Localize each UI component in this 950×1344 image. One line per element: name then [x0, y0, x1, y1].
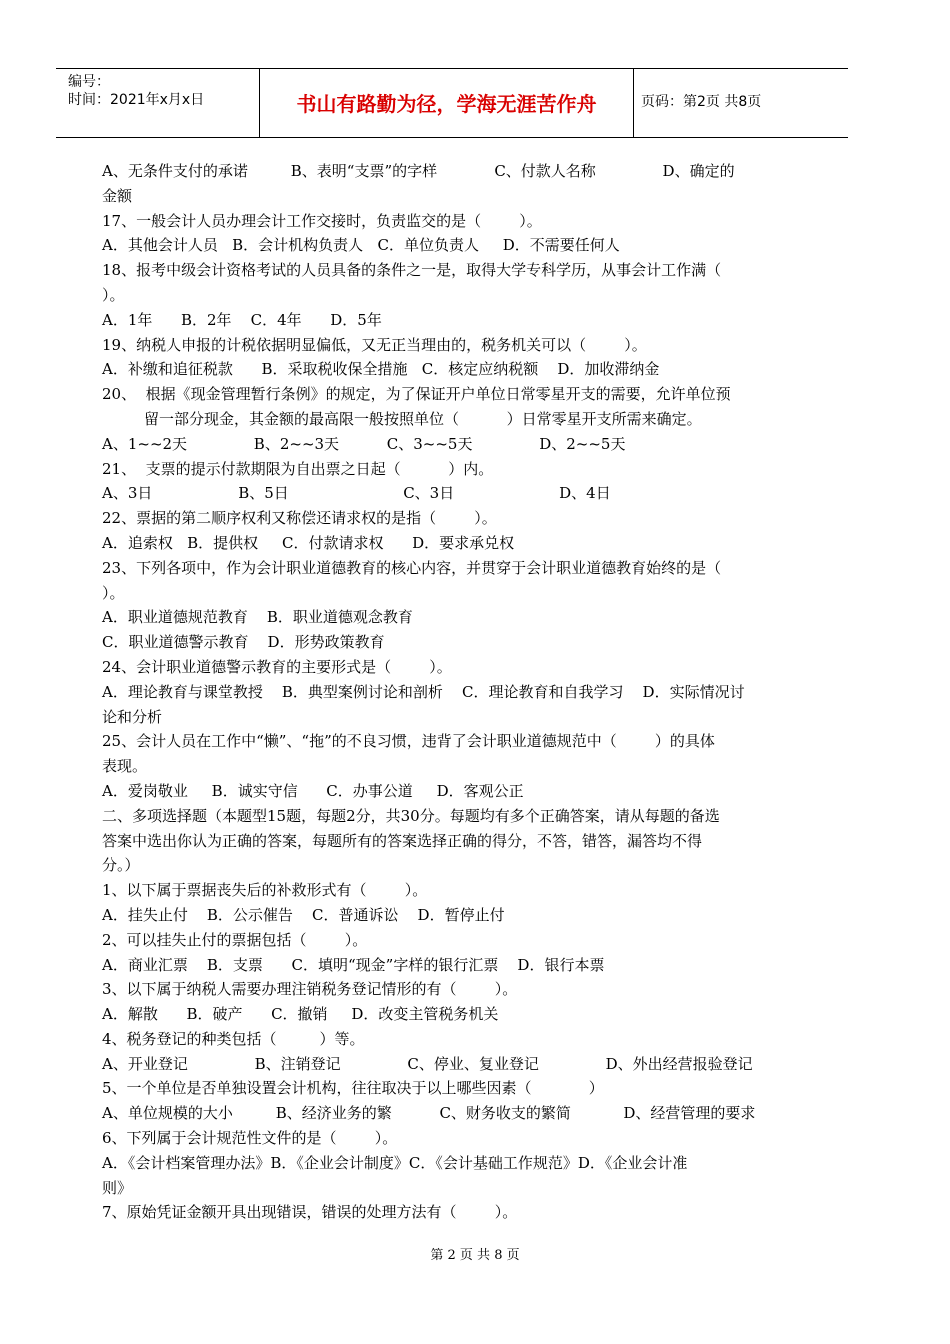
text-line: 论和分析: [102, 707, 163, 726]
header-meta-cell: [56, 69, 259, 137]
options-mq-1: A．挂失止付 B．公示催告 C．普通诉讼 D．暂停止付: [102, 905, 505, 924]
question-22: 22、票据的第二顺序权利又称偿还请求权的是指（ ）。: [102, 509, 497, 528]
question-20: 20、 根据《现金管理暂行条例》的规定，为了保证开户单位日常零星开支的需要，允许单位预: [102, 385, 731, 404]
options-20: A、1~~2天 B、2~~3天 C、3~~5天 D、2~~5天: [102, 434, 626, 453]
options-21: A、3日 B、5日 C、3日 D、4日: [102, 484, 611, 503]
options-17: A．其他会计人员 B．会计机构负责人 C．单位负责人 D．不需要任何人: [102, 236, 620, 255]
question-23: 23、下列各项中，作为会计职业道德教育的核心内容，并贯穿于会计职业道德教育始终的是（: [102, 558, 722, 577]
options-18: A．1年 B．2年 C．4年 D．5年: [102, 310, 382, 329]
text-line: 留一部分现金，其金额的最高限一般按照单位（ ）日常零星开支所需来确定。: [144, 409, 702, 428]
question-21: 21、 支票的提示付款期限为自出票之日起（ ）内。: [102, 459, 494, 478]
header-motto: 书山有路勤为径，学海无涯苦作舟: [296, 92, 597, 116]
document-time-label: 时间：2021年x月x日: [68, 92, 205, 108]
mq-1: 1、以下属于票据丧失后的补救形式有（ ）。: [102, 881, 428, 900]
page-header: [56, 68, 848, 138]
question-24: 24、会计职业道德警示教育的主要形式是（ ）。: [102, 657, 452, 676]
text-line: ）。: [102, 583, 125, 602]
document-body: [102, 159, 807, 1225]
document-number-label: 编号：: [68, 74, 110, 90]
text-line: 表现。: [102, 757, 148, 776]
question-18: 18、报考中级会计资格考试的人员具备的条件之一是，取得大学专科学历，从事会计工作满（: [102, 261, 722, 280]
mq-5: 5、一个单位是否单独设置会计机构，往往取决于以上哪些因素（ ）: [102, 1079, 604, 1098]
options-mq-3: A．解散 B．破产 C．撤销 D．改变主管税务机关: [102, 1005, 499, 1024]
mq-4: 4、税务登记的种类包括（ ）等。: [102, 1029, 365, 1048]
mq-6: 6、下列属于会计规范性文件的是（ ）。: [102, 1129, 398, 1148]
options-24: A．理论教育与课堂教授 B．典型案例讨论和剖析 C．理论教育和自我学习 D．实际情况讨: [102, 682, 745, 701]
text-line: 分。）: [102, 856, 140, 875]
options-23: A．职业道德规范教育 B．职业道德观念教育: [102, 608, 413, 627]
options-23: C．职业道德警示教育 D．形势政策教育: [102, 633, 385, 652]
mq-7: 7、原始凭证金额开具出现错误，错误的处理方法有（ ）。: [102, 1203, 518, 1222]
question-17: 17、一般会计人员办理会计工作交接时，负责监交的是（ ）。: [102, 211, 542, 230]
text-line: 金额: [102, 186, 133, 205]
options-22: A．追索权 B．提供权 C．付款请求权 D．要求承兑权: [102, 533, 515, 552]
text-line: ）。: [102, 285, 125, 304]
mq-3: 3、以下属于纳税人需要办理注销税务登记情形的有（ ）。: [102, 980, 518, 999]
options-25: A．爱岗敬业 B．诚实守信 C．办事公道 D．客观公正: [102, 781, 524, 800]
question-19: 19、纳税人申报的计税依据明显偏低，又无正当理由的，税务机关可以（ ）。: [102, 335, 647, 354]
text-line: 答案中选出你认为正确的答案，每题所有的答案选择正确的得分，不答，错答，漏答均不得: [102, 831, 703, 850]
text-line: 则》: [102, 1178, 133, 1197]
options-mq-2: A．商业汇票 B．支票 C．填明“现金”字样的银行汇票 D．银行本票: [102, 955, 605, 974]
text-line: A、无条件支付的承诺 B、表明“支票”的字样 C、付款人名称 D、确定的: [102, 162, 735, 180]
header-page-number: 页码：第2页 共8页: [641, 94, 762, 110]
options-mq-4: A、开业登记 B、注销登记 C、停业、复业登记 D、外出经营报验登记: [102, 1054, 753, 1073]
question-25: 25、会计人员在工作中“懒”、“拖”的不良习惯，违背了会计职业道德规范中（ ）的具体: [102, 732, 715, 751]
page-footer: 第 2 页 共 8 页: [430, 1248, 520, 1263]
options-mq-5: A、单位规模的大小 B、经济业务的繁 C、财务收支的繁简 D、经营管理的要求: [102, 1104, 756, 1123]
options-mq-6: A．《会计档案管理办法》B．《企业会计制度》C．《会计基础工作规范》D．《企业会计准: [102, 1153, 688, 1172]
section-heading: 二、多项选择题（本题型15题，每题2分，共30分。每题均有多个正确答案，请从每题的备选: [102, 806, 720, 825]
header-motto-cell: [259, 69, 634, 137]
mq-2: 2、可以挂失止付的票据包括（ ）。: [102, 930, 368, 949]
options-19: A．补缴和追征税款 B．采取税收保全措施 C．核定应纳税额 D．加收滞纳金: [102, 360, 660, 379]
header-page-cell: [633, 69, 848, 137]
